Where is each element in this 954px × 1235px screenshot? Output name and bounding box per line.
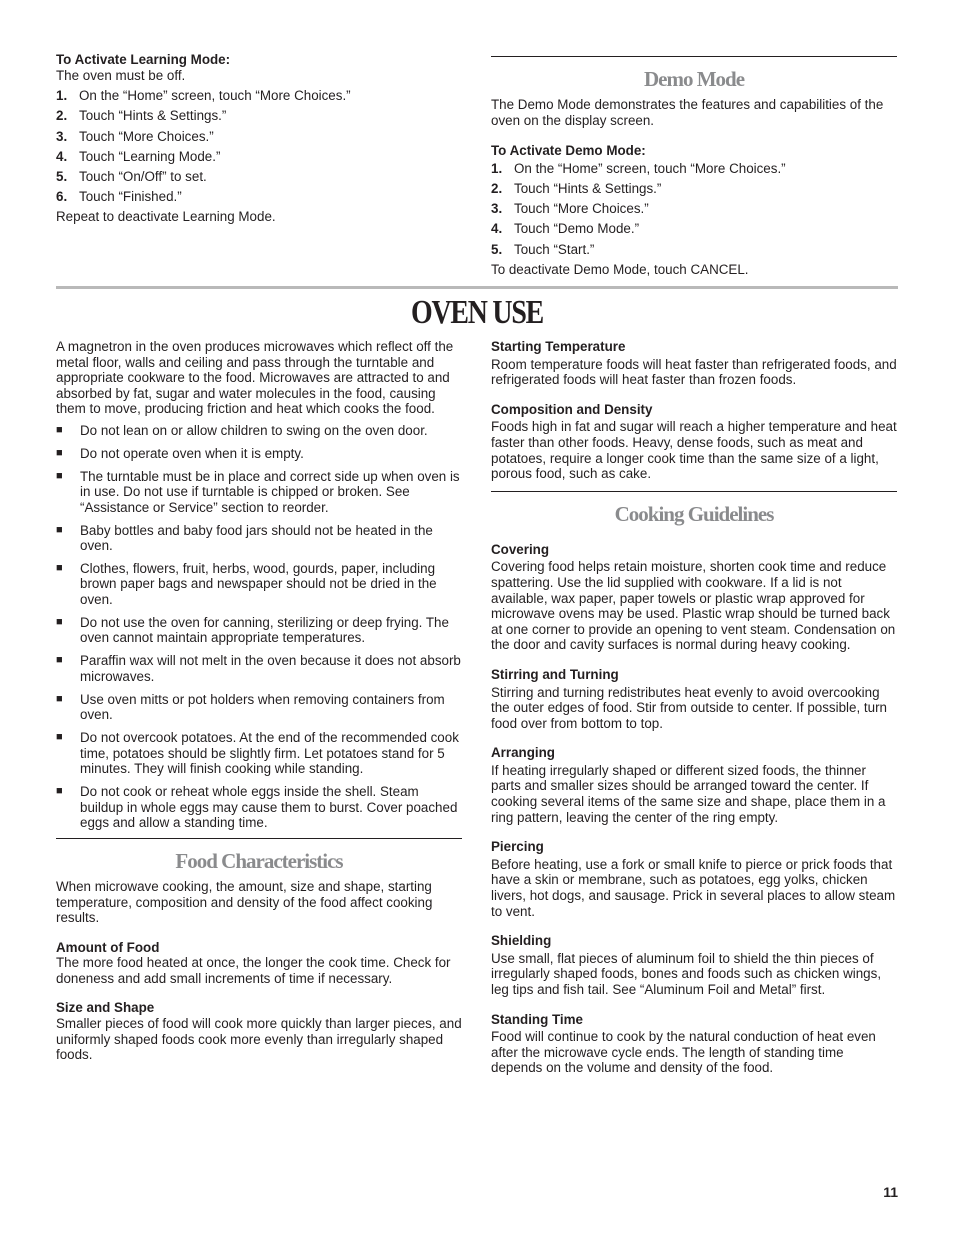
step-text: Touch “Finished.” xyxy=(79,189,182,205)
safety-bullets xyxy=(56,423,462,831)
list-item xyxy=(491,201,897,217)
step-number: 1. xyxy=(491,160,503,176)
step-number: 2. xyxy=(56,108,68,124)
list-item xyxy=(56,169,462,185)
page-title: OVEN USE xyxy=(411,294,543,331)
step-text: Touch “On/Off” to set. xyxy=(79,168,207,184)
bullet-square-icon: ■ xyxy=(56,692,63,705)
piercing-heading: Piercing xyxy=(491,839,544,855)
bullet-text: Do not overcook potatoes. At the end of the recommended cook time, potatoes should be slightly firm. Let potatoes stand for 5 minutes. They will finish cooking while standing. xyxy=(80,729,459,777)
learning-mode-steps xyxy=(56,88,462,205)
food-characteristics-intro: When microwave cooking, the amount, size and shape, starting temperature, composition and density of the food affect cooking results. xyxy=(56,878,433,926)
demo-mode-outro: To deactivate Demo Mode, touch CANCEL. xyxy=(491,261,749,277)
size-text: Smaller pieces of food will cook more quickly than larger pieces, and uniformly shaped foods cook more evenly than irregularly shaped foods. xyxy=(56,1016,462,1063)
list-item xyxy=(56,615,462,646)
bullet-text: The turntable must be in place and correct side up when oven is in use. Do not use if turntable is chipped or broken. See “Assistance or Service” section to reorder. xyxy=(80,468,460,515)
covering-heading: Covering xyxy=(491,541,550,557)
bullet-square-icon: ■ xyxy=(56,730,63,743)
bullet-text: Use oven mitts or pot holders when removing containers from oven. xyxy=(80,691,445,723)
bullet-square-icon: ■ xyxy=(56,523,63,536)
list-item xyxy=(491,242,897,258)
step-text: Touch “Start.” xyxy=(514,241,595,257)
composition-text: Foods high in fat and sugar will reach a higher temperature and heat faster than other foods. Heavy, dense foods, such as meat and potatoes, require a longer cook time than the same size of a light, porous food, such as cake. xyxy=(491,419,897,482)
page-divider xyxy=(56,286,898,289)
bullet-text: Do not use the oven for canning, sterilizing or deep frying. The oven cannot maintain appropriate temperatures. xyxy=(80,614,449,646)
learning-mode-heading: To Activate Learning Mode: xyxy=(56,52,231,67)
list-item xyxy=(56,129,462,145)
learning-mode-section xyxy=(56,52,462,225)
temperature-heading: Starting Temperature xyxy=(491,339,626,354)
list-item xyxy=(56,423,462,439)
list-item xyxy=(56,692,462,723)
temperature-text: Room temperature foods will heat faster than refrigerated foods, and refrigerated foods will heat faster than frozen foods. xyxy=(491,356,897,388)
section-divider xyxy=(491,491,897,492)
step-number: 4. xyxy=(56,148,68,164)
list-item xyxy=(491,181,897,197)
demo-mode-steps xyxy=(491,161,897,257)
list-item xyxy=(56,561,462,608)
list-item xyxy=(56,189,462,205)
list-item xyxy=(56,108,462,124)
list-item xyxy=(56,653,462,684)
list-item xyxy=(56,730,462,777)
list-item xyxy=(491,161,897,177)
step-number: 6. xyxy=(56,189,68,205)
bullet-text: Do not lean on or allow children to swing on the oven door. xyxy=(80,422,428,438)
step-number: 4. xyxy=(491,221,503,237)
bullet-square-icon: ■ xyxy=(56,784,63,797)
arranging-heading: Arranging xyxy=(491,745,555,761)
bullet-text: Paraffin wax will not melt in the oven because it does not absorb microwaves. xyxy=(80,653,461,684)
food-characteristics-title: Food Characteristics xyxy=(175,848,343,873)
bullet-text: Do not operate oven when it is empty. xyxy=(80,445,304,461)
oven-use-intro: A magnetron in the oven produces microwaves which reflect off the metal floor, walls and ceiling and pass through the turntable and appropriate cookware to the food. Microwaves are attracted to and absorbed by fat, sugar and water molecules in the food, causing them to move, producing friction and heat which cooks the food. xyxy=(56,339,454,417)
bullet-text: Baby bottles and baby food jars should not be heated in the oven. xyxy=(80,522,433,554)
oven-use-right-column xyxy=(491,339,897,1076)
demo-mode-heading: To Activate Demo Mode: xyxy=(491,143,646,159)
bullet-text: Do not cook or reheat whole eggs inside the shell. Steam buildup in whole eggs may cause them to burst. Cover poached eggs and allow a standing time. xyxy=(80,783,458,831)
standing-text: Food will continue to cook by the natural conduction of heat even after the microwave cycle ends. The length of standing time depends on the volume and density of the food. xyxy=(491,1029,876,1076)
stirring-text: Stirring and turning redistributes heat evenly to avoid overcooking the outer edges of food. Stir from outside to center. If possible, turn food over from bottom to top. xyxy=(491,684,887,731)
list-item xyxy=(491,221,897,237)
standing-heading: Standing Time xyxy=(491,1011,584,1027)
size-heading: Size and Shape xyxy=(56,1000,155,1016)
step-text: Touch “More Choices.” xyxy=(514,201,649,217)
step-number: 3. xyxy=(491,201,503,217)
bullet-square-icon: ■ xyxy=(56,615,63,628)
step-number: 5. xyxy=(491,241,503,257)
cooking-guidelines-title: Cooking Guidelines xyxy=(614,501,774,526)
covering-text: Covering food helps retain moisture, shorten cook time and reduce spattering. Use the lid supplied with cookware. If a lid is not available, wax paper, paper towels or plastic wrap approved for microwave ovens may be used. Plastic wrap should be turned back at one corner to provide an opening to vent steam. Condensation on the door and cavity surfaces is normal during heavy cooking. xyxy=(491,559,896,653)
list-item xyxy=(56,523,462,554)
bullet-square-icon: ■ xyxy=(56,654,63,667)
section-divider xyxy=(491,56,897,57)
list-item xyxy=(56,469,462,516)
step-number: 1. xyxy=(56,88,68,104)
page-number: 11 xyxy=(883,1184,898,1200)
composition-heading: Composition and Density xyxy=(491,401,653,417)
amount-heading: Amount of Food xyxy=(56,939,160,955)
learning-mode-outro: Repeat to deactivate Learning Mode. xyxy=(56,209,276,225)
step-number: 2. xyxy=(491,180,503,196)
shielding-text: Use small, flat pieces of aluminum foil to shield the thin pieces of irregularly shaped foods, bones and foods such as chicken wings, leg tips and fish tail. See “Aluminum Foil and Metal” first. xyxy=(491,950,882,997)
list-item xyxy=(56,149,462,165)
bullet-square-icon: ■ xyxy=(56,561,63,574)
list-item xyxy=(56,446,462,462)
bullet-square-icon: ■ xyxy=(56,423,63,436)
piercing-text: Before heating, use a fork or small knife to pierce or prick foods that have a skin or membrane, such as potatoes, egg yolks, chicken livers, hot dogs, and sausage. Prick in several places to allow steam to vent. xyxy=(491,856,896,919)
arranging-text: If heating irregularly shaped or different sized foods, the thinner parts and smaller sizes should be arranged toward the center. If cooking several items of the same size and shape, place them in a ring pattern, leaving the center of the ring empty. xyxy=(491,762,886,825)
oven-use-left-column xyxy=(56,339,462,1063)
step-text: Touch “Demo Mode.” xyxy=(514,221,640,237)
bullet-text: Clothes, flowers, fruit, herbs, wood, gourds, paper, including brown paper bags and newspaper should not be dried in the oven. xyxy=(80,560,437,608)
bullet-square-icon: ■ xyxy=(56,469,63,482)
stirring-heading: Stirring and Turning xyxy=(491,666,619,682)
step-text: On the “Home” screen, touch “More Choices.” xyxy=(79,88,351,104)
list-item xyxy=(56,88,462,104)
step-text: Touch “Hints & Settings.” xyxy=(514,180,662,196)
step-number: 3. xyxy=(56,128,68,144)
section-divider xyxy=(56,838,462,839)
step-text: On the “Home” screen, touch “More Choices.” xyxy=(514,160,786,176)
learning-mode-intro: The oven must be off. xyxy=(56,67,186,83)
step-text: Touch “Hints & Settings.” xyxy=(79,108,227,124)
amount-text: The more food heated at once, the longer the cook time. Check for doneness and add small increments of time if necessary. xyxy=(56,955,451,986)
demo-mode-description: The Demo Mode demonstrates the features and capabilities of the oven on the display screen. xyxy=(491,97,884,128)
list-item xyxy=(56,784,462,831)
shielding-heading: Shielding xyxy=(491,933,552,949)
step-number: 5. xyxy=(56,168,68,184)
demo-mode-section xyxy=(491,56,897,277)
step-text: Touch “More Choices.” xyxy=(79,128,214,144)
bullet-square-icon: ■ xyxy=(56,446,63,459)
step-text: Touch “Learning Mode.” xyxy=(79,148,221,164)
demo-mode-title: Demo Mode xyxy=(643,67,745,91)
